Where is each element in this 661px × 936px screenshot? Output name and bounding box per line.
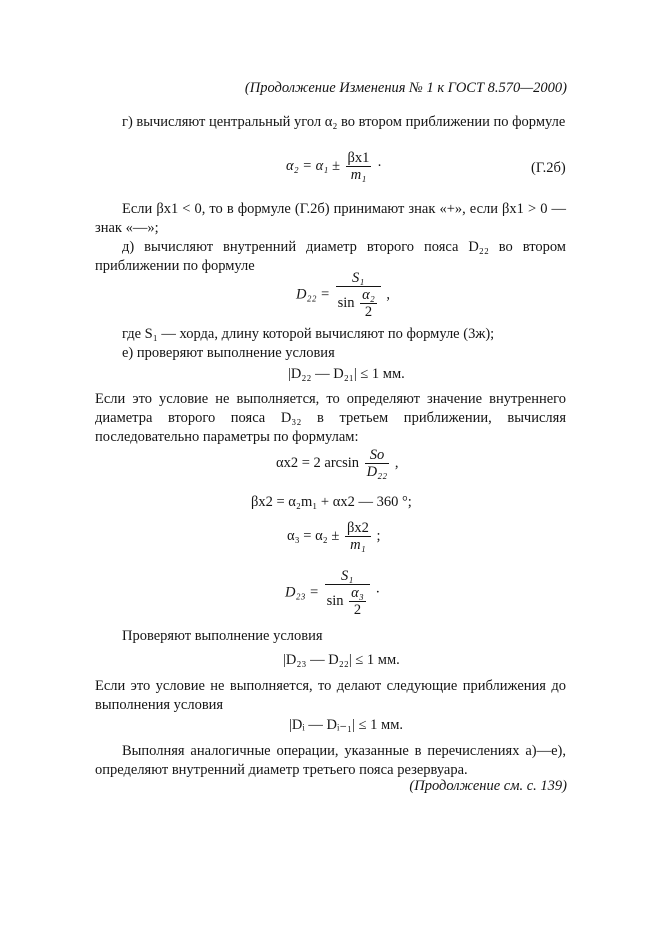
formula-tail: ,: [394, 454, 399, 471]
formula-number: (Г.2б): [531, 160, 566, 176]
inner-numerator: α₃: [351, 585, 364, 601]
inner-denominator: 2: [364, 304, 373, 320]
sin-label: sin: [337, 294, 355, 311]
fraction-denominator: m₁: [350, 167, 367, 183]
fraction: [325, 568, 370, 618]
condition-1: |D₂₂ — D₂₁| ≤ 1 мм.: [288, 366, 405, 382]
continuation-footer: (Продолжение см. с. 139): [409, 778, 567, 794]
formula-lhs: D₂₂ =: [296, 286, 330, 303]
formula-a3: [287, 520, 381, 553]
fraction-numerator: S₁: [325, 568, 370, 585]
formula-D23: [285, 568, 380, 618]
formula-bx2: βx2 = α₂m₁ + αx2 — 360 °;: [251, 494, 412, 510]
condition-2: |D₂₃ — D₂₂| ≤ 1 мм.: [283, 652, 400, 668]
paragraph-chord: где S₁ — хорда, длину которой вычисляют по формуле (3ж);: [122, 326, 495, 342]
formula-lhs: αx2 = 2 arcsin: [276, 454, 360, 471]
fraction-numerator: βx1: [347, 150, 370, 166]
fraction-numerator: Sо: [365, 447, 390, 464]
fraction-denominator: m₁: [350, 537, 366, 553]
paragraph-fail-2: Если это условие не выполняется, то делают следующие приближения до выполнения условия: [95, 678, 566, 713]
formula-g26: [286, 150, 382, 183]
paragraph-fail-1: Если это условие не выполняется, то определяют значение внутреннего диаметра второго пояса D₃₂ в третьем приближении, вычисляя последовательно параметры по формулам:: [95, 391, 566, 445]
paragraph-check: Проверяют выполнение условия: [122, 628, 323, 644]
paragraph-final: Выполняя аналогичные операции, указанные в перечислениях а)—е), определяют внутренний диаметр третьего пояса резервуара.: [95, 743, 566, 778]
inner-numerator: α₂: [362, 287, 375, 303]
paragraph-d: д) вычисляют внутренний диаметр второго пояса D₂₂ во втором приближении по формуле: [95, 239, 566, 274]
paragraph-e: е) проверяют выполнение условия: [122, 345, 335, 361]
formula-ax2: [276, 447, 398, 480]
formula-tail: ;: [376, 527, 381, 544]
fraction: [336, 270, 381, 320]
formula-tail: ,: [386, 286, 391, 303]
fraction-denominator: [325, 585, 370, 618]
sin-label: sin: [326, 592, 344, 609]
formula-lhs: α₃ = α₂ ±: [287, 527, 340, 544]
inner-fraction: [349, 585, 366, 618]
formula-lhs: D₂₃ =: [285, 584, 319, 601]
inner-fraction: [360, 287, 377, 320]
fraction: [345, 520, 371, 553]
formula-lhs: α₂ = α₁ ±: [286, 157, 340, 174]
condition-3: |Dᵢ — Dᵢ₋₁| ≤ 1 мм.: [289, 717, 404, 733]
paragraph-g: г) вычисляют центральный угол α₂ во втором приближении по формуле: [122, 114, 566, 130]
fraction-numerator: S₁: [336, 270, 381, 287]
paragraph-sign-rule: Если βx1 < 0, то в формуле (Г.2б) принимают знак «+», если βx1 > 0 — знак «—»;: [95, 201, 566, 236]
inner-denominator: 2: [353, 602, 362, 618]
formula-tail: ·: [375, 584, 381, 601]
formula-D22: [296, 270, 390, 320]
fraction: [346, 150, 372, 183]
fraction: [365, 447, 390, 480]
fraction-denominator: [336, 287, 381, 320]
formula-tail: ·: [377, 157, 382, 174]
running-header: (Продолжение Изменения № 1 к ГОСТ 8.570—2000): [244, 80, 567, 96]
fraction-numerator: βx2: [346, 520, 369, 536]
fraction-denominator: D₂₂: [366, 464, 388, 480]
